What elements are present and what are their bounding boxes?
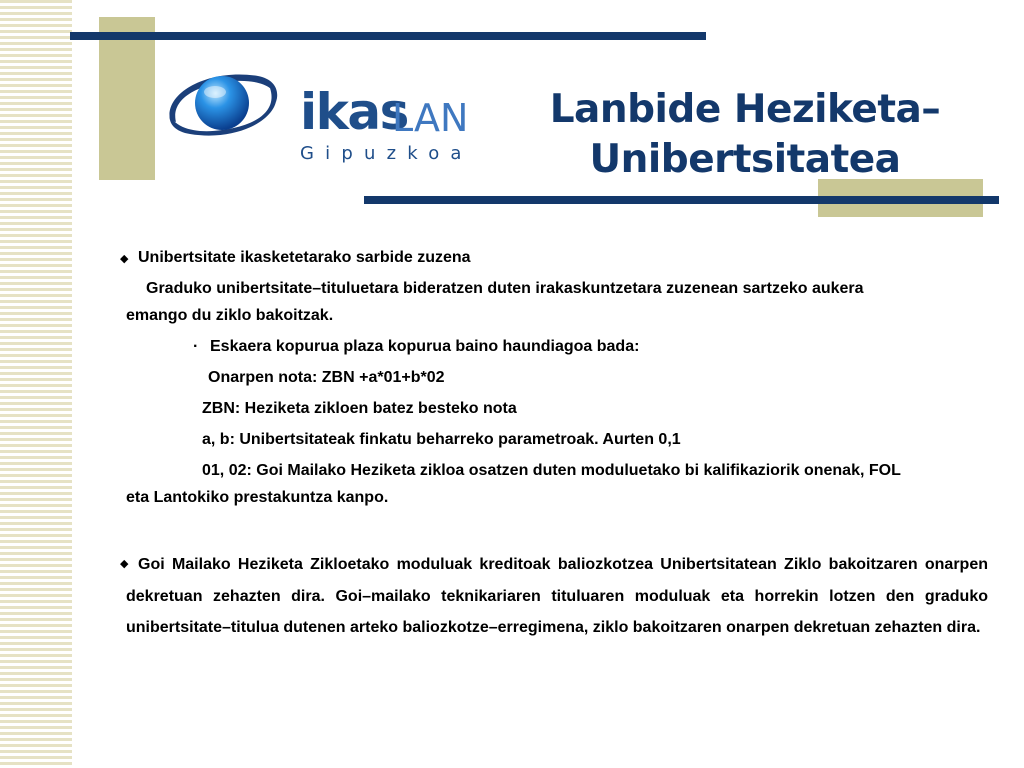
slide-title bbox=[535, 85, 955, 185]
logo-region: Gipuzkoa bbox=[300, 143, 473, 164]
section1-bullet-heading: Unibertsitate ikasketetarako sarbide zuzena bbox=[138, 249, 471, 266]
diamond-bullet-icon: ◆ bbox=[120, 558, 129, 570]
title-line-2: Unibertsitatea bbox=[589, 137, 901, 182]
section2-paragraph-text: Goi Mailako Heziketa Zikloetako moduluak kreditoak baliozkotzea Unibertsitatean Ziklo bakoitzaren onarpen dekretuan zehazten dira. Goi–mailako teknikariaren tituluaren moduluak eta horrekin lotzen den graduko unibertsitate–titulua dutenen arteko baliozkotze–erregimena, ziklo bakoitzaren onarpen dekretuan zehazten dira. bbox=[126, 556, 988, 636]
diamond-bullet-icon: ◆ bbox=[120, 253, 129, 265]
section1-intro-line1: Graduko unibertsitate–tituluetara bideratzen duten irakaskuntzetara zuzenean sartzeko aukera bbox=[146, 280, 864, 297]
section2-paragraph bbox=[126, 549, 988, 644]
logo-brand-light: LAN bbox=[392, 96, 469, 140]
section1-sub-bullet: Eskaera kopurua plaza kopurua baino haundiagoa bada: bbox=[210, 338, 640, 355]
top-divider-line bbox=[70, 32, 706, 40]
bottom-divider-line bbox=[364, 196, 999, 204]
section1-formula: Onarpen nota: ZBN +a*01+b*02 bbox=[208, 369, 445, 386]
section1-o1o2-line2: eta Lantokiko prestakuntza kanpo. bbox=[126, 489, 389, 506]
logo-brand-bold: ikas bbox=[300, 83, 408, 141]
section1-intro-line2: emango du ziklo bakoitzak. bbox=[126, 307, 334, 324]
section1-ab-definition: a, b: Unibertsitateak finkatu beharreko parametroak. Aurten 0,1 bbox=[202, 431, 681, 448]
striped-side-band bbox=[0, 0, 72, 768]
section1-zbn-definition: ZBN: Heziketa zikloen batez besteko nota bbox=[202, 400, 517, 417]
section1-o1o2-line1: 01, 02: Goi Mailako Heziketa zikloa osatzen duten moduluetako bi kalifikaziorik onenak, FOL bbox=[202, 462, 901, 479]
sub-bullet-dot-icon: · bbox=[193, 338, 199, 355]
blue-orb-logo-icon bbox=[166, 70, 280, 140]
title-line-1: Lanbide Heziketa– bbox=[549, 87, 941, 132]
olive-block-left bbox=[99, 17, 155, 180]
